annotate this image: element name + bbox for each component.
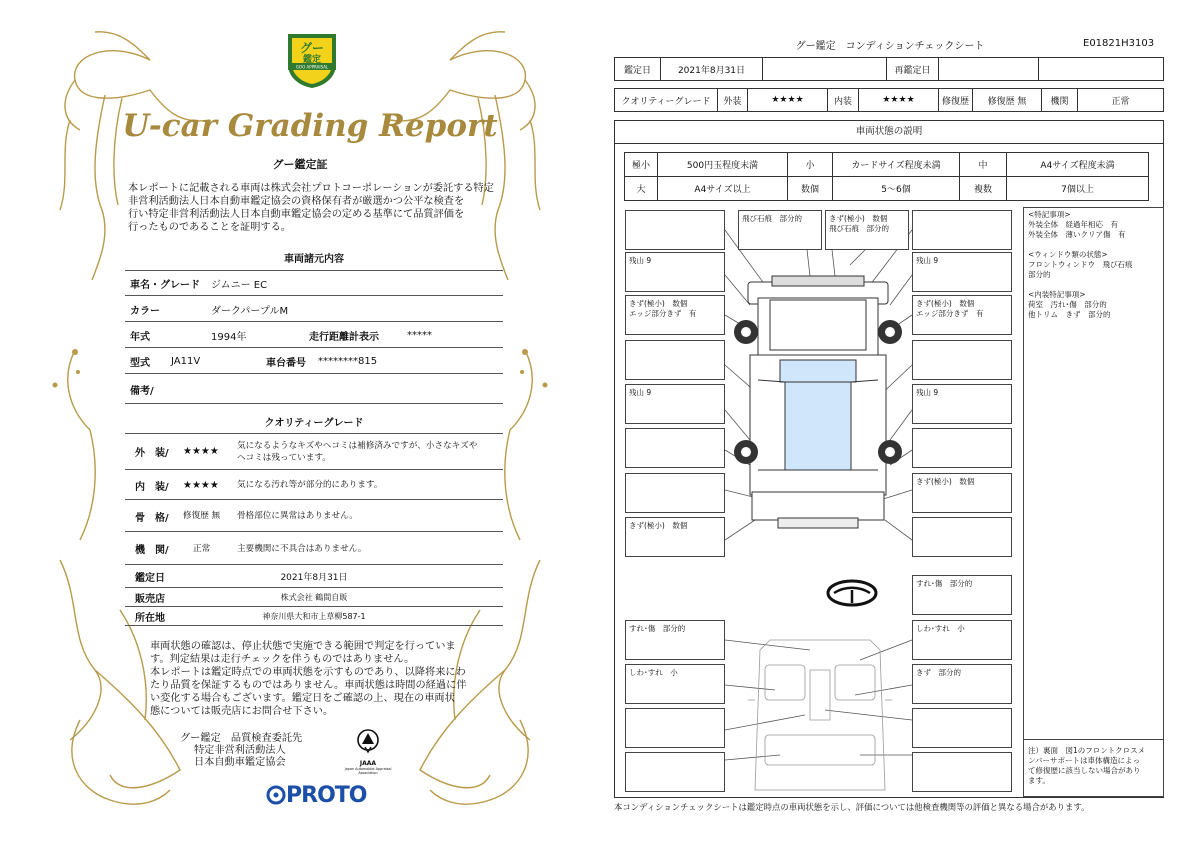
spec-remarks-label: 備考/ bbox=[130, 385, 154, 397]
reappraisal-label: 再鑑定日 bbox=[887, 58, 939, 81]
note-line: フロントウィンドウ 飛び石痕 bbox=[1028, 260, 1133, 269]
legend-count-label: 数個 bbox=[788, 177, 833, 201]
spec-name-label: 車名・グレード bbox=[130, 279, 200, 291]
ext-label: 外装 bbox=[718, 89, 748, 112]
steering-text: すれ･傷 部分的 bbox=[916, 579, 973, 588]
note-bottom-line: ンバーサポートは車体構造によっ bbox=[1028, 756, 1140, 765]
exterior-stars: ★★★★ bbox=[183, 446, 219, 457]
condition-box-right-front bbox=[912, 295, 1012, 335]
note-bottom-line: ます。 bbox=[1028, 776, 1050, 785]
legend-large-value: A4サイズ以上 bbox=[658, 177, 788, 201]
condition-box-rear-left bbox=[625, 473, 725, 513]
spec-color-label: カラー bbox=[130, 305, 160, 317]
int-fl-text: すれ･傷 部分的 bbox=[629, 624, 686, 633]
note-line: <特記事項> bbox=[1028, 210, 1071, 219]
legend-min-value: 500円玉程度未満 bbox=[658, 153, 788, 177]
spec-year-label: 年式 bbox=[130, 331, 150, 343]
int-stars: ★★★★ bbox=[859, 89, 939, 112]
proto-logo bbox=[266, 783, 366, 808]
jaaa-name: JAAA bbox=[359, 760, 377, 767]
condition-box-steering bbox=[912, 575, 1012, 615]
legend-multi-label: 複数 bbox=[960, 177, 1007, 201]
date-value: 2021年8月31日 bbox=[661, 58, 763, 81]
org-line: グー鑑定 品質検査委託先 bbox=[180, 733, 303, 744]
note-line bbox=[1028, 280, 1159, 290]
spec-mileage-label: 走行距離計表示 bbox=[309, 331, 379, 343]
date-value: 2021年8月31日 bbox=[280, 573, 348, 583]
box-line: きず(極小) 数個 bbox=[629, 299, 688, 308]
cert-intro-line: 非営利活動法人日本自動車鑑定協会の資格保有者が厳選かつ公平な検査を bbox=[128, 196, 465, 207]
closing-line: す。判定結果は走行チェックを伴うものではありません。 bbox=[150, 654, 415, 665]
badge-ribbon-text: GOO APPRAISAL bbox=[295, 64, 329, 70]
cert-intro-line: 行い特定非営利活動法人日本自動車鑑定協会の定める基準にて品質評価を bbox=[128, 209, 465, 220]
tire-rl-text: 残山 9 bbox=[629, 388, 652, 397]
spec-color-value: ダークパープルM bbox=[211, 305, 289, 317]
engine-label: 機 関/ bbox=[135, 545, 169, 556]
legend-mid-value: A4サイズ程度未満 bbox=[1007, 153, 1149, 177]
condition-box-left-front bbox=[625, 295, 725, 335]
info-row-address bbox=[125, 608, 503, 626]
jaaa-subtitle: Japan Automobile Appraisal Association bbox=[344, 767, 392, 775]
int-sr-text: きず 部分的 bbox=[916, 668, 961, 677]
proto-logo-text: PROTO bbox=[286, 783, 367, 808]
closing-line: 車両状態の確認は、停止状態で実施できる範囲で判定を行っていま bbox=[150, 641, 456, 652]
condition-box-right-rear bbox=[912, 428, 1012, 468]
condition-box-trunk-right bbox=[912, 752, 1012, 792]
address-label: 所在地 bbox=[135, 613, 165, 624]
info-row-date bbox=[125, 566, 503, 588]
closing-notice bbox=[150, 640, 480, 718]
condition-box-tire-fl bbox=[625, 252, 725, 292]
box-line: エッジ部分きず 有 bbox=[629, 309, 697, 318]
exterior-desc-line: 気になるようなキズやヘコミは補修済みですが、小さなキズや bbox=[237, 440, 478, 451]
engine-label: 機関 bbox=[1042, 89, 1078, 112]
note-line: 他トリム きず 部分的 bbox=[1028, 310, 1111, 319]
condition-check-sheet bbox=[600, 0, 1200, 848]
condition-box-interior-seat-right bbox=[912, 664, 1012, 704]
closing-line: たり品質を保証するものではありません。車両状態は時間の経過に伴 bbox=[150, 680, 467, 691]
legend-min-label: 極小 bbox=[625, 153, 658, 177]
interior-label: 内 装/ bbox=[135, 481, 169, 493]
quality-row-interior bbox=[125, 471, 503, 500]
note-line: 部分的 bbox=[1028, 270, 1051, 279]
condition-box-right-door bbox=[912, 340, 1012, 380]
special-notes bbox=[1023, 207, 1164, 797]
closing-line: 態については販売店にお問合せ下さい。 bbox=[150, 706, 334, 717]
note-line: 外装全体 薄いクリア傷 有 bbox=[1028, 230, 1126, 239]
legend-small-value: カードサイズ程度未満 bbox=[833, 153, 960, 177]
exterior-desc bbox=[237, 440, 503, 464]
note-line: 外装全体 経過年相応 有 bbox=[1028, 220, 1118, 229]
spec-row-color bbox=[125, 297, 503, 322]
frame-label: 骨 格/ bbox=[135, 512, 169, 524]
engine-desc: 主要機関に不具合はありません。 bbox=[237, 543, 367, 554]
closing-line: い変化する場合もございます。鑑定日をご確認の上、現在の車両状 bbox=[150, 693, 455, 704]
cert-intro-line: 行ったものであることを証明する。 bbox=[128, 222, 291, 233]
legend-multi-value: 7個以上 bbox=[1007, 177, 1149, 201]
hood-text: 飛び石痕 部分的 bbox=[742, 214, 802, 223]
dealer-value: 株式会社 鶴間自販 bbox=[280, 593, 348, 602]
rear-left-text: きず(極小) 数個 bbox=[629, 521, 688, 530]
box-line: エッジ部分きず 有 bbox=[916, 309, 984, 318]
spec-row-year bbox=[125, 323, 503, 348]
interior-stars: ★★★★ bbox=[183, 479, 219, 491]
spec-row-model bbox=[125, 349, 503, 374]
condition-box-interior-rear-right bbox=[912, 708, 1012, 748]
ext-stars: ★★★★ bbox=[748, 89, 828, 112]
condition-box-tire-fr bbox=[912, 252, 1012, 292]
explain-title: 車両状態の説明 bbox=[614, 120, 1164, 144]
frame-value: 修復歴 無 bbox=[183, 511, 221, 521]
repair-label: 修復歴 bbox=[939, 89, 973, 112]
condition-box-tire-rl bbox=[625, 384, 725, 424]
spec-row-remarks bbox=[125, 375, 503, 404]
sheet-id: E01821H3103 bbox=[1083, 38, 1155, 49]
note-bottom-line: 注）裏面 図1のフロントクロスメ bbox=[1028, 746, 1146, 755]
badge-top-text: グー bbox=[299, 41, 325, 55]
box-line: きず(極小) 数個 bbox=[916, 299, 975, 308]
specs-title: 車両諸元内容 bbox=[284, 254, 344, 265]
exterior-label: 外 装/ bbox=[135, 448, 169, 459]
interior-desc: 気になる汚れ等が部分的にあります。 bbox=[237, 480, 383, 490]
spec-name-value: ジムニー EC bbox=[211, 279, 268, 291]
condition-box-interior-rear-left bbox=[625, 708, 725, 748]
condition-box-left-door bbox=[625, 340, 725, 380]
box-line: きず(極小) 数個 bbox=[829, 214, 888, 223]
condition-box-front-left bbox=[625, 210, 725, 250]
box-line: 飛び石痕 部分的 bbox=[829, 224, 889, 233]
script-title bbox=[122, 100, 498, 150]
script-title-text: U-car Grading Report bbox=[122, 108, 498, 144]
note-line: <内装特記事項> bbox=[1028, 290, 1086, 299]
legend-mid-label: 中 bbox=[960, 153, 1007, 177]
cert-intro-line: 本レポートに記載される車両は株式会社プロトコーポレーションが委託する特定 bbox=[128, 183, 494, 194]
cert-intro bbox=[128, 182, 500, 234]
spec-mileage-value: ***** bbox=[407, 329, 432, 341]
tire-rr-text: 残山 9 bbox=[916, 388, 939, 397]
rear-right-text: きず(極小) 数個 bbox=[916, 477, 975, 486]
jaaa-emblem-icon bbox=[356, 728, 380, 756]
note-line: <ウィンドウ類の状態> bbox=[1028, 250, 1108, 259]
spec-model-value: JA11V bbox=[171, 355, 201, 367]
org-line: 日本自動車鑑定協会 bbox=[194, 757, 286, 768]
quality-row-frame bbox=[125, 501, 503, 532]
address-value: 神奈川県大和市上草柳587-1 bbox=[262, 612, 366, 621]
spec-model-label: 型式 bbox=[130, 357, 150, 369]
repair-value: 修復歴 無 bbox=[973, 89, 1042, 112]
condition-box-tire-rr bbox=[912, 384, 1012, 424]
note-line: 荷室 汚れ･傷 部分的 bbox=[1028, 300, 1107, 309]
proto-mark-icon bbox=[266, 785, 286, 805]
spec-row-name bbox=[125, 271, 503, 296]
engine-value: 正常 bbox=[193, 543, 211, 554]
note-bottom-line: て修復歴に該当しない場合があり bbox=[1028, 766, 1141, 775]
note-line bbox=[1028, 240, 1159, 250]
closing-line: 本レポートは鑑定時点での車両状態を示すものであり、以降将来にわ bbox=[150, 667, 466, 678]
int-fr-text: しわ･すれ 小 bbox=[916, 624, 965, 633]
dealer-label: 販売店 bbox=[135, 594, 165, 605]
spec-year-value: 1994年 bbox=[211, 331, 247, 343]
legend-large-label: 大 bbox=[625, 177, 658, 201]
organization-name bbox=[180, 733, 330, 769]
info-row-dealer bbox=[125, 589, 503, 607]
goo-appraisal-badge bbox=[284, 30, 340, 90]
legend-count-value: 5～6個 bbox=[833, 177, 960, 201]
condition-box-front-right bbox=[912, 210, 1012, 250]
tire-fl-text: 残山 9 bbox=[629, 256, 652, 265]
jaaa-logo bbox=[338, 728, 398, 775]
condition-box-interior-front-right bbox=[912, 620, 1012, 660]
exterior-desc-line: ヘコミは残っています。 bbox=[237, 452, 331, 463]
engine-value: 正常 bbox=[1078, 89, 1164, 112]
quality-row-exterior bbox=[125, 434, 503, 470]
int-sl-text: しわ･すれ 小 bbox=[629, 668, 678, 677]
quality-row-engine bbox=[125, 533, 503, 565]
frame-desc: 骨格部位に異常はありません。 bbox=[237, 511, 358, 521]
condition-box-windshield bbox=[825, 210, 909, 250]
condition-box-interior-front-left bbox=[625, 620, 725, 660]
sheet-title: グー鑑定 コンディションチェックシート bbox=[795, 41, 985, 52]
structure-note bbox=[1024, 739, 1163, 786]
spec-chassis-label: 車台番号 bbox=[266, 357, 306, 369]
condition-box-left-rear bbox=[625, 428, 725, 468]
condition-box-rear-bumper-left bbox=[625, 517, 725, 557]
condition-box-rear-right bbox=[912, 473, 1012, 513]
spec-chassis-value: ********815 bbox=[318, 355, 378, 367]
legend-small-label: 小 bbox=[788, 153, 833, 177]
condition-box-trunk-left bbox=[625, 752, 725, 792]
badge-bottom-text: 鑑定 bbox=[302, 55, 322, 65]
date-label: 鑑定日 bbox=[135, 573, 165, 584]
quality-title: クオリティーグレード bbox=[264, 418, 364, 429]
org-line: 特定非営利活動法人 bbox=[194, 745, 286, 756]
condition-box-hood bbox=[738, 210, 822, 250]
qg-label: クオリティーグレード bbox=[615, 89, 718, 112]
cert-title: グー鑑定証 bbox=[272, 158, 328, 171]
steering-wheel-icon bbox=[828, 581, 876, 605]
int-label: 内装 bbox=[828, 89, 859, 112]
condition-box-interior-seat-left bbox=[625, 664, 725, 704]
date-label: 鑑定日 bbox=[615, 58, 661, 81]
tire-fr-text: 残山 9 bbox=[916, 256, 939, 265]
sheet-footnote: 本コンディションチェックシートは鑑定時点の車両状態を示し、評価については他検査機関等の評価と異なる場合があります。 bbox=[614, 802, 1090, 812]
condition-box-rear-bumper-right bbox=[912, 517, 1012, 557]
